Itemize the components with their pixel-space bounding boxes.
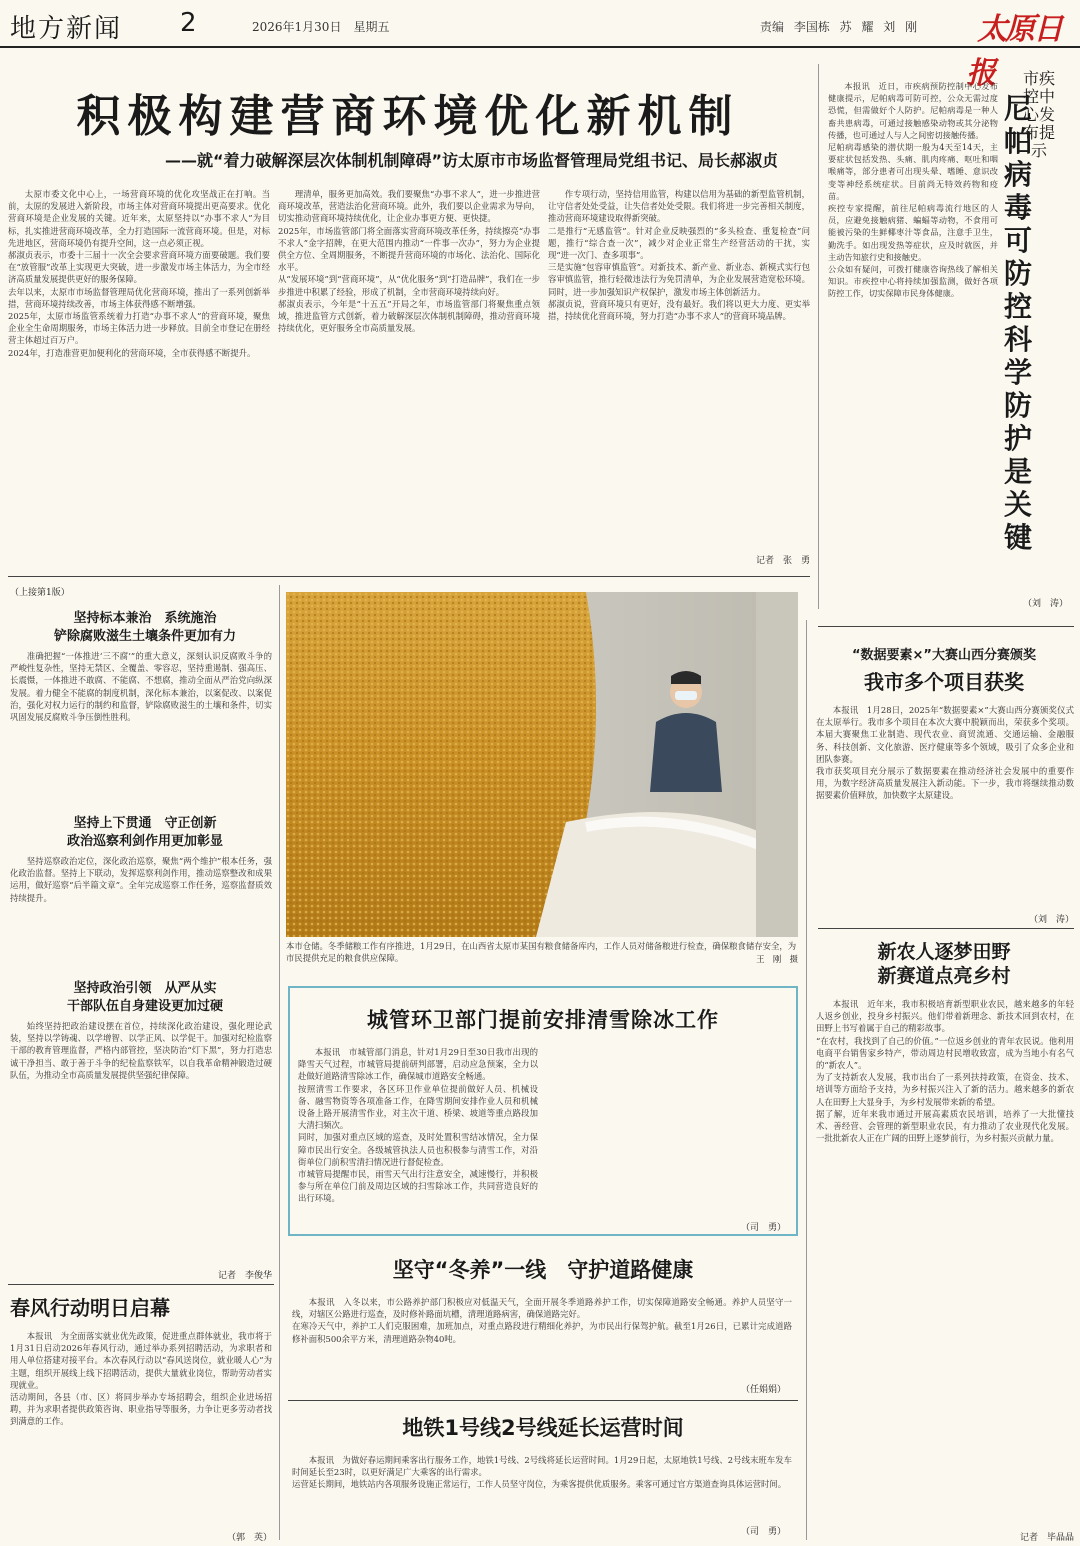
grain-photo-illustration <box>286 592 798 937</box>
spring-body: 本报讯 为全面落实就业优先政策，促进重点群体就业，我市将于1月31日启动2026年春风行动，通过举办系列招聘活动，为求职者和用人单位搭建对接平台。本次春风行动以“春风送岗位，就业暖人心”为主题，组织开展线上线下招聘活动，提供大量就业岗位，帮助劳动者实现就业。 活动期间，各县（市、区）将同步举办专场招聘会，组织企业进场招聘，并为求职者提供政策咨询、职业指导等服务，力争让更多劳动者找到满意的工作。 <box>10 1331 272 1427</box>
snow-byline: （司 勇） <box>740 1223 786 1233</box>
winter-divider <box>288 1400 798 1401</box>
continued-label: （上接第1版） <box>10 588 70 598</box>
continued-byline: 记者 李俊华 <box>217 1271 272 1281</box>
winter-byline: （任娟娟） <box>740 1385 786 1395</box>
lead-divider <box>8 576 810 577</box>
lead-column-1: 太原市委文化中心上，一场营商环境的优化攻坚战正在打响。当前，太原的发展进入新阶段，市场主体对营商环境提出更高要求。优化营商环境是企业发展的关键。近年来，太原坚持以“办事不求人”为目标，扎实推进营商环境改革，全力打造国际一流营商环境。但是，对标先进地区，营商环境仍有提升空间，这一点必须正视。 郝淑贞表示，市委十三届十一次全会要求营商环境方面要破题。我们要在“放管服”改革上实现更大突破，进一步激发市场主体活力，为全市经济高质量发展提供更好的服务保障。 去年以来，太原市市场监督管理局优化营商环境，推出了一系列创新举措，营商环境持续改善，市场主体获得感不断增强。 2025年，太原市场监管系统着力打造“办事不求人”的营商环境，聚焦企业全生命周期服务，市场主体活力进一步释放。目前全市登记在册经营主体超过百万户。 2024年，打造准营更加便利化的营商环境，全市获得感不断提升。 <box>8 189 270 358</box>
snow-headline: 城管环卫部门提前安排清雪除冰工作 <box>367 1008 719 1032</box>
lead-byline: 记者 张 勇 <box>755 556 810 566</box>
cdc-tag: 市疾控中心发布提示 <box>1023 69 1056 160</box>
lead-column-3: 作专项行动，坚持信用监管，构建以信用为基础的新型监管机制，让守信者处处受益，让失信者处处受限。我们将进一步完善相关制度，推动营商环境建设取得新突破。 二是推行“无感监管”。针对企业反映强烈的“多头检查、重复检查”问题，推行“综合查一次”，减少对企业正常生产经营活动的干扰，实现“进一次门、查多项事”。 三是实施“包容审慎监管”。对新技术、新产业、新业态、新模式实行包容审慎监管，推行轻微违法行为免罚清单，为企业发展营造宽松环境。同时，进一步加强知识产权保护，激发市场主体创新活力。 郝淑贞说，营商环境只有更好，没有最好。我们将以更大力度、更实举措，持续优化营商环境，努力打造“办事不求人”的营商环境品牌。 <box>548 189 810 322</box>
photo-credit: 王 刚 摄 <box>756 954 798 964</box>
cdc-headline: 尼帕病毒可防控 科学防护是关键 <box>1003 92 1061 554</box>
right-divider <box>818 626 1074 627</box>
cdc-body: 本报讯 近日，市疾病预防控制中心发布健康提示，尼帕病毒可防可控，公众无需过度恐慌，但需做好个人防护。尼帕病毒是一种人畜共患病毒，可通过接触感染动物或其分泌物传播，也可通过人与人之间密切接触传播。 尼帕病毒感染的潜伏期一般为4天至14天，主要症状包括发热、头痛、肌肉疼痛、呕吐和咽喉痛等，部分患者可出现头晕、嗜睡、意识改变等神经系统症状。目前尚无特效药物和疫苗。 疾控专家提醒，前往尼帕病毒流行地区的人员，应避免接触病猪、蝙蝠等动物，不食用可能被污染的生鲜椰枣汁等食品，注意手卫生，勤洗手。如出现发热等症状，应及时就医，并主动告知旅行史和接触史。 公众如有疑问，可拨打健康咨询热线了解相关知识。市疾控中心将持续加强监测，做好各项防控工作，切实保障市民身体健康。 <box>828 81 998 299</box>
page-number: 2 <box>180 8 197 38</box>
column-rule <box>279 585 280 1540</box>
snow-body: 本报讯 市城管部门消息，针对1月29日至30日我市出现的降雪天气过程，市城管局提前研判部署，启动应急预案，全力以赴做好道路清雪除冰工作，确保城市道路安全畅通。 按照清雪工作要求，各区环卫作业单位提前做好人员、机械设备、融雪物资等各项准备工作，在降雪期间安排作业人员和机械设备上路开展清雪作业，对主次干道、桥梁、坡道等重点路段加大清扫频次。 同时，加强对重点区域的巡查，及时处置积雪结冰情况，全力保障市民出行安全。各级城管执法人员也积极参与清雪工作，对沿街单位门前积雪清扫情况进行督促检查。 市城管局提醒市民，雨雪天气出行注意安全，减速慢行，并积极参与所在单位门前及周边区域的扫雪除冰工作，共同营造良好的出行环境。 <box>298 1047 538 1204</box>
contest-headline: 我市多个项目获奖 <box>864 670 1024 694</box>
masthead <box>0 0 1080 48</box>
left-divider <box>8 1284 274 1285</box>
section1-body: 准确把握“一体推进‘三不腐’”的重大意义，深刻认识反腐败斗争的严峻性复杂性，坚持无禁区、全覆盖、零容忍，坚持重遏制、强高压、长震慑，一体推进不敢腐、不能腐、不想腐，推动全面从严治党向纵深发展。着力健全不能腐的制度机制，深化标本兼治，以案促改、以案促治，强化对权力运行的制约和监督，铲除腐败滋生的土壤和条件，切实巩固发展反腐败斗争压倒性胜利。 <box>10 651 272 723</box>
right-divider-2 <box>818 928 1074 929</box>
lead-subheadline: ——就“着力破解深层次体制机制障碍”访太原市市场监督管理局党组书记、局长郝淑贞 <box>164 151 778 170</box>
section2-title: 坚持上下贯通 守正创新 政治巡察利剑作用更加彰显 <box>66 816 223 849</box>
cdc-byline: （刘 涛） <box>1022 599 1068 609</box>
section3-title: 坚持政治引领 从严从实 干部队伍自身建设更加过硬 <box>66 981 223 1014</box>
metro-byline: （司 勇） <box>740 1527 786 1537</box>
village-byline: 记者 毕晶晶 <box>1019 1533 1074 1543</box>
newspaper-logo: 太原日报 <box>964 12 1068 91</box>
metro-headline: 地铁1号线2号线延长运营时间 <box>402 1416 684 1440</box>
grain-storage-photo <box>286 592 798 937</box>
spring-headline: 春风行动明日启幕 <box>10 1296 170 1320</box>
village-headline: 新农人逐梦田野 新赛道点亮乡村 <box>877 941 1011 987</box>
lead-column-2: 理清单，服务更加高效。我们要聚焦“办事不求人”，进一步推进营商环境改革，营造法治化营商环境。此外，我们要以企业需求为导向，切实推动营商环境持续优化，让企业办事更方便、更快捷。 2025年，市场监管部门将全面落实营商环境改革任务，持续擦亮“办事不求人”金字招牌，在更大范围内推动“一件事一次办”，努力为企业提供全方位、全周期服务，不断提升营商环境的市场化、法治化、国际化水平。 从“发展环境”到“营商环境”，从“优化服务”到“打造品牌”，我们在一步步推进中积累了经验，形成了机制，全市营商环境持续向好。 郝淑贞表示，今年是“十五五”开局之年，市场监管部门将聚焦重点领域，推进监管方式创新，着力破解深层次体制机制障碍，推动营商环境持续优化，更好服务全市高质量发展。 <box>278 189 540 334</box>
section-name: 地方新闻 <box>10 14 123 44</box>
metro-body: 本报讯 为做好春运期间乘客出行服务工作，地铁1号线、2号线将延长运营时间。1月29日起，太原地铁1号线、2号线末班车发车时间延长至23时，以更好满足广大乘客的出行需求。 运营延长期间，地铁站内各项服务设施正常运行，工作人员坚守岗位，为乘客提供优质服务。乘客可通过官方渠道查询具体运营时间。 <box>292 1455 792 1490</box>
section3-body: 始终坚持把政治建设摆在首位，持续深化政治建设，强化理论武装，坚持以学铸魂、以学增智、以学正风、以学促干。加强对纪检监察干部的教育管理监督，严格内部管控，坚决防治“灯下黑”，努力打造忠诚干净担当、敢于善于斗争的纪检监察铁军，以自我革命精神锻造过硬队伍，为推动全市高质量发展提供坚强纪律保障。 <box>10 1021 272 1080</box>
winter-body: 本报讯 入冬以来，市公路养护部门积极应对低温天气，全面开展冬季道路养护工作，切实保障道路安全畅通。养护人员坚守一线，对辖区公路进行巡查，及时修补路面坑槽，清理道路病害，确保道路完好。 在寒冷天气中，养护工人们克服困难，加班加点，对重点路段进行精细化养护，为市民出行保驾护航。截至1月26日，已累计完成道路修补面积500余平方米，清理道路杂物40吨。 <box>292 1297 792 1344</box>
photo-caption: 本市仓储。冬季储粮工作有序推进，1月29日，在山西省太原市某国有粮食储备库内，工作人员对储备粮进行检查，确保粮食储存安全，为市民提供充足的粮食供应保障。 <box>286 941 797 963</box>
spring-byline: （郭 英） <box>226 1533 272 1543</box>
editors: 责编 李国栋 苏 耀 刘 刚 <box>760 20 918 34</box>
section2-body: 坚持巡察政治定位，深化政治巡察，聚焦“两个维护”根本任务，强化政治监督。坚持上下联动，发挥巡察利剑作用，推动巡察整改和成果运用，做好巡察“后半篇文章”。全年完成巡察工作任务，巡察监督质效持续提升。 <box>10 856 272 903</box>
contest-byline: （刘 涛） <box>1028 915 1074 925</box>
winter-headline: 坚守“冬养”一线 守护道路健康 <box>392 1258 694 1282</box>
issue-date: 2026年1月30日 星期五 <box>252 20 390 34</box>
section1-title: 坚持标本兼治 系统施治 铲除腐败滋生土壤条件更加有力 <box>53 611 236 644</box>
lead-headline: 积极构建营商环境优化新机制 <box>76 91 740 142</box>
contest-body: 本报讯 1月28日，2025年“数据要素×”大赛山西分赛颁奖仪式在太原举行。我市多个项目在本次大赛中脱颖而出，荣获多个奖项。本届大赛聚焦工业制造、现代农业、商贸流通、交通运输、金融服务、科技创新、文化旅游、医疗健康等多个领域，吸引了众多企业和团队参赛。 我市获奖项目充分展示了数据要素在推动经济社会发展中的重要作用，为数字经济高质量发展注入新动能。下一步，我市将继续推动数据要素价值释放，加快数字太原建设。 <box>816 705 1074 801</box>
contest-headline-top: “数据要素×”大赛山西分赛颁奖 <box>852 648 1036 663</box>
village-body: 本报讯 近年来，我市积极培育新型职业农民，越来越多的年轻人返乡创业，投身乡村振兴。他们带着新理念、新技术回到农村，在田野上书写着属于自己的精彩故事。 “在农村，我找到了自己的价值。”一位返乡创业的青年农民说。他利用电商平台销售家乡特产，带动周边村民增收致富，成为当地小有名气的“新农人”。 为了支持新农人发展，我市出台了一系列扶持政策，在资金、技术、培训等方面给予支持，为乡村振兴注入了新的活力。越来越多的新农人在田野上大显身手，为乡村发展带来新的希望。 据了解，近年来我市通过开展高素质农民培训，培养了一大批懂技术、善经营、会管理的新型职业农民，有力推动了农业现代化发展。一批批新农人正在广阔的田野上逐梦前行，为乡村振兴贡献力量。 <box>816 999 1074 1144</box>
column-rule <box>806 620 807 1540</box>
column-rule <box>818 64 819 609</box>
